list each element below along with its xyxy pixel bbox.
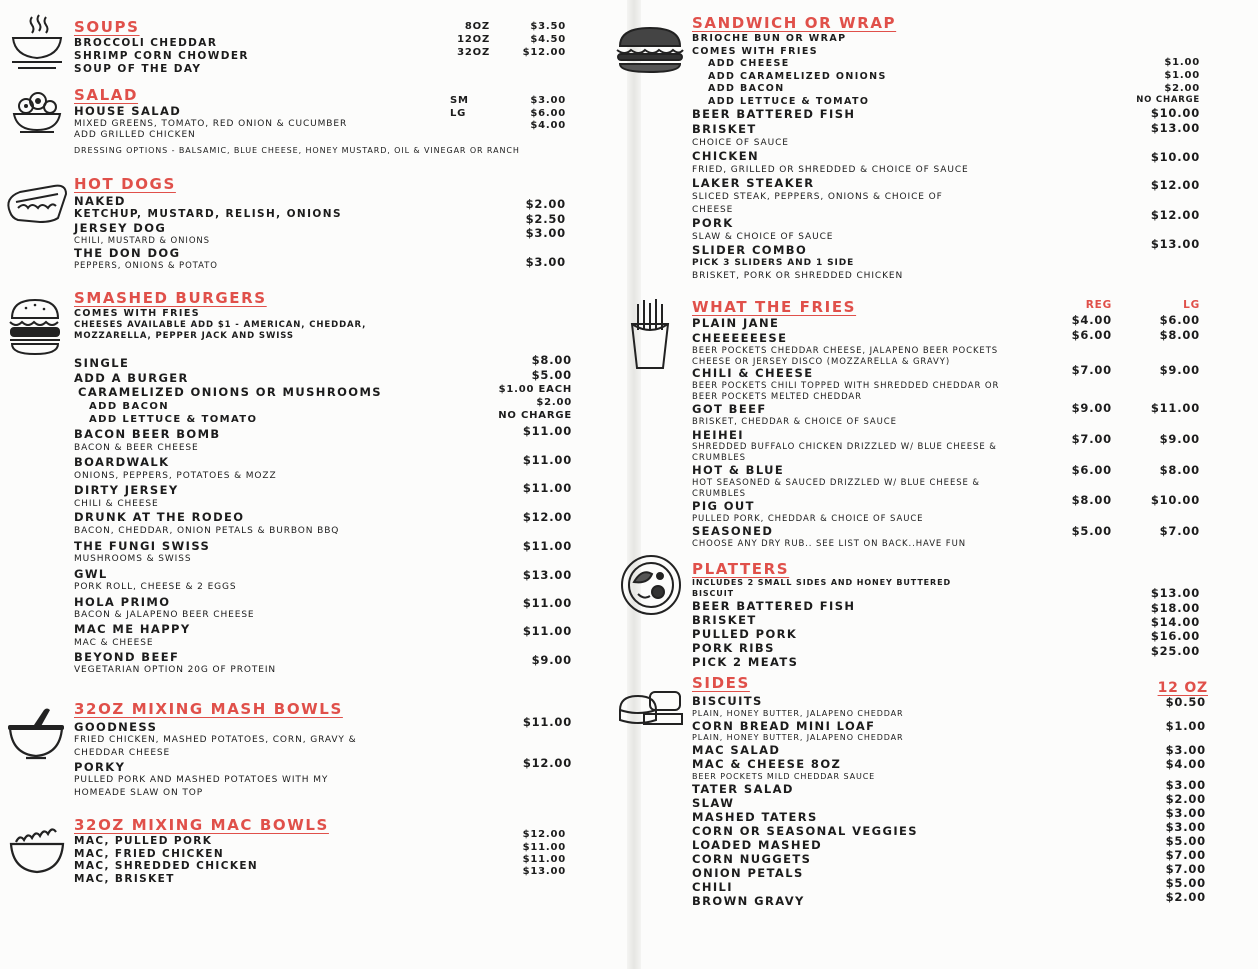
burger-desc: MAC & CHEESE <box>74 638 154 648</box>
fries-reg-price: $7.00 <box>1071 363 1112 377</box>
sandwich-price: $10.00 <box>1150 106 1200 120</box>
fries-desc: CHOOSE ANY DRY RUB.. SEE LIST ON BACK..HAVE FUN <box>692 539 966 549</box>
platter-item: PORK RIBS <box>692 641 775 655</box>
burger-price: $2.00 <box>536 397 572 408</box>
burger-desc: MUSHROOMS & SWISS <box>74 554 192 564</box>
hot-dog-price: $3.00 <box>525 226 566 240</box>
fries-desc: CRUMBLES <box>692 453 746 463</box>
mac-price: $11.00 <box>522 842 566 853</box>
burger-item: THE FUNGI SWISS <box>74 539 211 553</box>
mac-item: MAC, PULLED PORK <box>74 835 213 847</box>
side-price: $7.00 <box>1165 848 1206 862</box>
platter-item: PICK 2 MEATS <box>692 655 799 669</box>
fries-heading: WHAT THE FRIES <box>692 298 857 316</box>
side-item: CORN BREAD MINI LOAF <box>692 719 876 733</box>
mac-item: MAC, SHREDDED CHICKEN <box>74 860 259 872</box>
burger-item: BEYOND BEEF <box>74 650 180 664</box>
hot-dog-price: $2.50 <box>525 212 566 226</box>
platters-price: $13.00 <box>1150 586 1200 600</box>
burger-item: HOLA PRIMO <box>74 595 171 609</box>
fries-desc: CHEESE OR JERSEY DISCO (MOZZARELLA & GRAVY) <box>692 357 951 367</box>
sandwich-desc: SLAW & CHOICE OF SAUCE <box>692 232 834 242</box>
mash-price: $12.00 <box>522 756 572 770</box>
sandwich-desc: CHEESE <box>692 205 734 215</box>
side-price: $5.00 <box>1165 834 1206 848</box>
mash-desc: PULLED PORK AND MASHED POTATOES WITH MY <box>74 775 329 785</box>
fries-lg-price: $11.00 <box>1150 401 1200 415</box>
mac-heading: 32OZ MIXING MAC BOWLS <box>74 816 329 834</box>
soup-bowl-icon <box>10 14 64 72</box>
fries-lg-price: $6.00 <box>1159 313 1200 327</box>
burger-price: $11.00 <box>522 424 572 438</box>
burger-item: CARAMELIZED ONIONS OR MUSHROOMS <box>78 385 382 399</box>
burger-item: ADD LETTUCE & TOMATO <box>89 414 258 425</box>
salad-price: $4.00 <box>530 120 566 131</box>
fries-item: CHEEEEEESE <box>692 331 788 345</box>
sandwich-item: BRISKET <box>692 122 757 136</box>
mash-bowl-icon <box>6 706 66 762</box>
hot-dog-icon <box>4 182 68 224</box>
side-price: $3.00 <box>1165 778 1206 792</box>
hot-dog-item: KETCHUP, MUSTARD, RELISH, ONIONS <box>74 208 342 220</box>
hot-dog-price: $2.00 <box>525 197 566 211</box>
fries-lg-price: $8.00 <box>1159 328 1200 342</box>
sandwich-addon-price: $1.00 <box>1164 57 1200 68</box>
salad-heading: SALAD <box>74 86 139 104</box>
burgers-note: CHEESES AVAILABLE ADD $1 - AMERICAN, CHEDDAR, <box>74 320 367 330</box>
platter-item: BRISKET <box>692 613 757 627</box>
fries-reg-price: $8.00 <box>1071 493 1112 507</box>
side-desc: PLAIN, HONEY BUTTER, JALAPENO CHEDDAR <box>692 709 904 718</box>
side-price: $7.00 <box>1165 862 1206 876</box>
fries-lg-price: $9.00 <box>1159 363 1200 377</box>
sandwich-addon: ADD CARAMELIZED ONIONS <box>708 71 887 82</box>
salad-price: $3.00 <box>530 95 566 106</box>
salad-desc: MIXED GREENS, TOMATO, RED ONION & CUCUMBER <box>74 119 348 129</box>
burger-price: $11.00 <box>522 481 572 495</box>
burger-item: ADD BACON <box>89 401 169 412</box>
side-desc: PLAIN, HONEY BUTTER, JALAPENO CHEDDAR <box>692 733 904 742</box>
sandwich-addon-price: NO CHARGE <box>1136 95 1200 105</box>
soup-item: SOUP OF THE DAY <box>74 63 202 75</box>
fries-reg-price: $6.00 <box>1071 463 1112 477</box>
fries-reg-price: $7.00 <box>1071 432 1112 446</box>
hot-dog-price: $3.00 <box>525 255 566 269</box>
salad-size: SM <box>450 95 469 106</box>
burger-item: SINGLE <box>74 356 130 370</box>
side-price: $0.50 <box>1165 695 1206 709</box>
platters-heading: PLATTERS <box>692 560 790 578</box>
mac-price: $12.00 <box>522 829 566 840</box>
mac-price: $11.00 <box>522 854 566 865</box>
sides-heading: SIDES <box>692 674 750 692</box>
fries-reg-price: $9.00 <box>1071 401 1112 415</box>
burger-price: $5.00 <box>531 368 572 382</box>
side-price: $3.00 <box>1165 806 1206 820</box>
burger-desc: BACON & BEER CHEESE <box>74 443 199 453</box>
side-price: $4.00 <box>1165 757 1206 771</box>
platters-sub: BISCUIT <box>692 589 734 598</box>
burger-price: $13.00 <box>522 568 572 582</box>
sides-icon <box>616 688 686 728</box>
salad-addon: ADD GRILLED CHICKEN <box>74 130 196 140</box>
sandwich-item: BEER BATTERED FISH <box>692 107 856 121</box>
hot-dog-item: THE DON DOG <box>74 246 181 260</box>
fries-item: HEIHEI <box>692 428 744 442</box>
fries-icon <box>628 298 672 370</box>
mash-desc: HOMEADE SLAW ON TOP <box>74 788 204 798</box>
fries-item: HOT & BLUE <box>692 463 785 477</box>
side-item: MAC & CHEESE 8OZ <box>692 757 842 771</box>
fries-reg-price: $6.00 <box>1071 328 1112 342</box>
soup-price: $3.50 <box>530 21 566 32</box>
mash-desc: FRIED CHICKEN, MASHED POTATOES, CORN, GRAVY & <box>74 735 357 745</box>
side-item: SLAW <box>692 796 735 810</box>
fries-item: PIG OUT <box>692 499 755 513</box>
fries-desc: SHREDDED BUFFALO CHICKEN DRIZZLED W/ BLUE CHEESE & <box>692 442 997 452</box>
mash-heading: 32OZ MIXING MASH BOWLS <box>74 700 343 718</box>
side-price: $1.00 <box>1165 719 1206 733</box>
sandwich-sub: COMES WITH FRIES <box>692 46 818 57</box>
soup-item: BROCCOLI CHEDDAR <box>74 37 218 49</box>
fries-desc: HOT SEASONED & SAUCED DRIZZLED W/ BLUE CHEESE & <box>692 478 980 488</box>
fries-reg-price: $5.00 <box>1071 524 1112 538</box>
sandwich-desc: FRIED, GRILLED OR SHREDDED & CHOICE OF SAUCE <box>692 165 969 175</box>
side-item: ONION PETALS <box>692 866 804 880</box>
soup-price: $4.50 <box>530 34 566 45</box>
fries-reg-price: $4.00 <box>1071 313 1112 327</box>
fries-item: SEASONED <box>692 524 774 538</box>
platter-icon <box>620 554 682 616</box>
fries-desc: BEER POCKETS MELTED CHEDDAR <box>692 392 862 402</box>
fries-lg-price: $8.00 <box>1159 463 1200 477</box>
salad-icon <box>8 88 66 134</box>
sandwich-price: $12.00 <box>1150 178 1200 192</box>
burger-item: DIRTY JERSEY <box>74 483 179 497</box>
mac-bowl-icon <box>8 828 66 876</box>
side-price: $2.00 <box>1165 890 1206 904</box>
burger-desc: BACON & JALAPENO BEER CHEESE <box>74 610 255 620</box>
burger-desc: VEGETARIAN OPTION 20G OF PROTEIN <box>74 665 277 675</box>
mash-price: $11.00 <box>522 715 572 729</box>
sandwich-addon: ADD BACON <box>708 83 785 94</box>
sandwich-item: CHICKEN <box>692 149 759 163</box>
side-item: LOADED MASHED <box>692 838 823 852</box>
sandwich-price: $13.00 <box>1150 121 1200 135</box>
platter-price: $14.00 <box>1150 615 1200 629</box>
dressing-options: DRESSING OPTIONS - BALSAMIC, BLUE CHEESE, HONEY MUSTARD, OIL & VINEGAR OR RANCH <box>74 146 520 155</box>
burger-price: NO CHARGE <box>498 410 572 421</box>
fries-desc: CRUMBLES <box>692 489 746 499</box>
side-item: BROWN GRAVY <box>692 894 805 908</box>
burger-item: BOARDWALK <box>74 455 170 469</box>
platters-sub: INCLUDES 2 SMALL SIDES AND HONEY BUTTERED <box>692 578 952 587</box>
platter-item: PULLED PORK <box>692 627 798 641</box>
fries-desc: BRISKET, CHEDDAR & CHOICE OF SAUCE <box>692 417 897 427</box>
sandwich-addon: ADD LETTUCE & TOMATO <box>708 96 870 107</box>
sandwich-addon-price: $1.00 <box>1164 70 1200 81</box>
hot-dog-item: JERSEY DOG <box>74 221 167 235</box>
sandwich-desc: PICK 3 SLIDERS AND 1 SIDE <box>692 258 855 268</box>
sandwich-addon-price: $2.00 <box>1164 83 1200 94</box>
fries-item: PLAIN JANE <box>692 316 780 330</box>
fries-lg-price: $7.00 <box>1159 524 1200 538</box>
burger-item: DRUNK AT THE RODEO <box>74 510 245 524</box>
burger-desc: BACON, CHEDDAR, ONION PETALS & BURBON BBQ <box>74 526 340 536</box>
mash-item: GOODNESS <box>74 720 158 734</box>
side-price: $5.00 <box>1165 876 1206 890</box>
side-price: $3.00 <box>1165 820 1206 834</box>
side-item: BISCUITS <box>692 694 763 708</box>
burger-desc: CHILI & CHEESE <box>74 499 159 509</box>
side-item: CHILI <box>692 880 733 894</box>
sandwich-item: PORK <box>692 216 734 230</box>
burger-item: GWL <box>74 567 108 581</box>
sides-col-size: 12 OZ <box>1157 680 1208 696</box>
fries-item: GOT BEEF <box>692 402 767 416</box>
burgers-heading: SMASHED BURGERS <box>74 289 267 307</box>
soup-item: SHRIMP CORN CHOWDER <box>74 50 249 62</box>
mac-item: MAC, FRIED CHICKEN <box>74 848 225 860</box>
side-desc: BEER POCKETS MILD CHEDDAR SAUCE <box>692 772 876 781</box>
platter-item: BEER BATTERED FISH <box>692 599 856 613</box>
burger-desc: ONIONS, PEPPERS, POTATOES & MOZZ <box>74 471 277 481</box>
hot-dogs-heading: HOT DOGS <box>74 175 176 193</box>
platter-price: $25.00 <box>1150 644 1200 658</box>
fries-item: CHILI & CHEESE <box>692 366 814 380</box>
side-price: $2.00 <box>1165 792 1206 806</box>
burgers-note: MOZZARELLA, PEPPER JACK AND SWISS <box>74 331 294 341</box>
burger-price: $8.00 <box>531 353 572 367</box>
soup-price: $12.00 <box>522 47 566 58</box>
page-fold <box>627 0 641 969</box>
fries-lg-price: $10.00 <box>1150 493 1200 507</box>
fries-desc: BEER POCKETS CHILI TOPPED WITH SHREDDED CHEDDAR OR <box>692 381 1000 391</box>
sandwich-price: $13.00 <box>1150 237 1200 251</box>
side-item: MAC SALAD <box>692 743 781 757</box>
sandwich-item: SLIDER COMBO <box>692 243 808 257</box>
burger-price: $12.00 <box>522 510 572 524</box>
platter-price: $16.00 <box>1150 629 1200 643</box>
side-price: $3.00 <box>1165 743 1206 757</box>
sandwich-addon: ADD CHEESE <box>708 58 790 69</box>
soups-heading: SOUPS <box>74 18 140 36</box>
burger-icon <box>8 298 62 356</box>
burger-price: $1.00 EACH <box>498 384 572 395</box>
sandwich-icon <box>614 24 686 74</box>
burger-item: ADD A BURGER <box>74 371 189 385</box>
platter-price: $18.00 <box>1150 601 1200 615</box>
burger-item: BACON BEER BOMB <box>74 427 221 441</box>
side-item: TATER SALAD <box>692 782 794 796</box>
sandwich-sub: BRIOCHE BUN OR WRAP <box>692 33 847 44</box>
salad-item: HOUSE SALAD <box>74 104 182 118</box>
salad-size: LG <box>450 108 467 119</box>
side-item: CORN NUGGETS <box>692 852 812 866</box>
burger-price: $9.00 <box>531 653 572 667</box>
sandwich-heading: SANDWICH OR WRAP <box>692 14 897 32</box>
sandwich-item: LAKER STEAKER <box>692 176 815 190</box>
fries-desc: BEER POCKETS CHEDDAR CHEESE, JALAPENO BEER POCKETS <box>692 346 999 356</box>
hot-dog-desc: PEPPERS, ONIONS & POTATO <box>74 261 218 271</box>
soup-size: 32OZ <box>457 47 490 58</box>
sandwich-desc: BRISKET, PORK OR SHREDDED CHICKEN <box>692 271 904 281</box>
fries-desc: PULLED PORK, CHEDDAR & CHOICE OF SAUCE <box>692 514 924 524</box>
fries-col-lg: LG <box>1183 299 1200 311</box>
mash-desc: CHEDDAR CHEESE <box>74 748 171 758</box>
mac-item: MAC, BRISKET <box>74 873 175 885</box>
mac-price: $13.00 <box>522 866 566 877</box>
sandwich-price: $10.00 <box>1150 150 1200 164</box>
hot-dog-item: NAKED <box>74 194 126 208</box>
burger-price: $11.00 <box>522 539 572 553</box>
sandwich-price: $12.00 <box>1150 208 1200 222</box>
burger-item: MAC ME HAPPY <box>74 622 191 636</box>
burger-desc: PORK ROLL, CHEESE & 2 EGGS <box>74 582 237 592</box>
burger-price: $11.00 <box>522 596 572 610</box>
hot-dog-desc: CHILI, MUSTARD & ONIONS <box>74 236 210 246</box>
side-item: CORN OR SEASONAL VEGGIES <box>692 824 918 838</box>
soup-size: 12OZ <box>457 34 490 45</box>
mash-item: PORKY <box>74 760 126 774</box>
side-item: MASHED TATERS <box>692 810 818 824</box>
salad-price: $6.00 <box>530 108 566 119</box>
burgers-sub: COMES WITH FRIES <box>74 308 200 319</box>
sandwich-desc: SLICED STEAK, PEPPERS, ONIONS & CHOICE OF <box>692 192 943 202</box>
burger-price: $11.00 <box>522 624 572 638</box>
sandwich-desc: CHOICE OF SAUCE <box>692 138 789 148</box>
soup-size: 8OZ <box>464 21 490 32</box>
fries-col-reg: REG <box>1085 299 1112 311</box>
burger-price: $11.00 <box>522 453 572 467</box>
fries-lg-price: $9.00 <box>1159 432 1200 446</box>
